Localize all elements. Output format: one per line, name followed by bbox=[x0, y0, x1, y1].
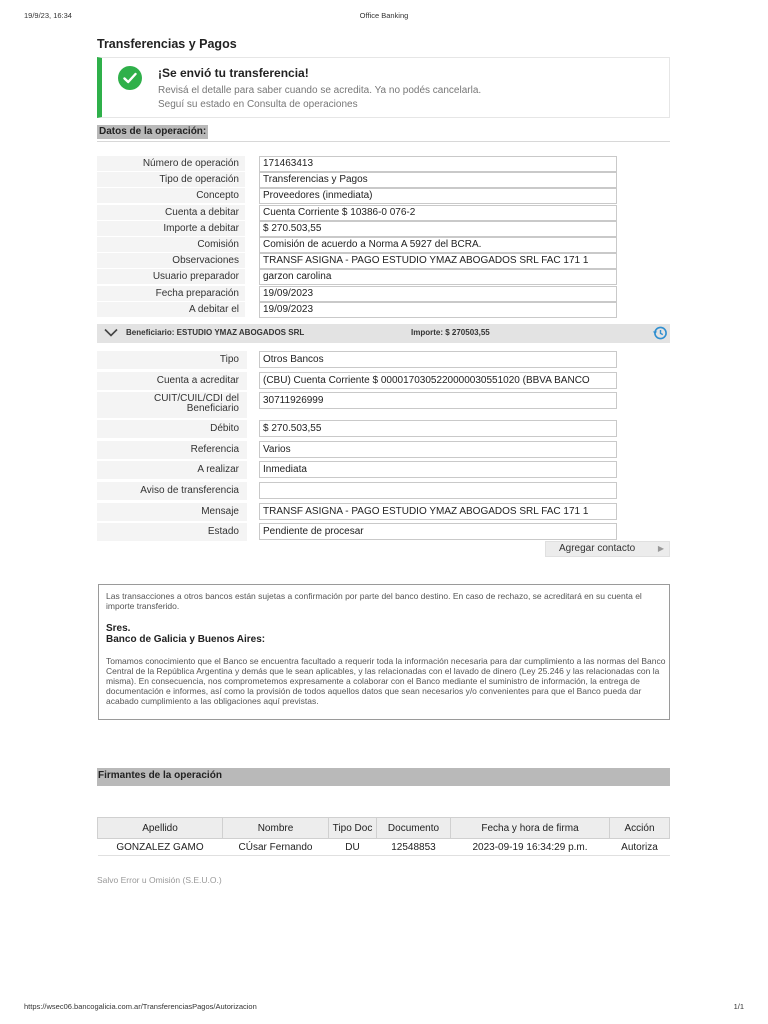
table-row bbox=[98, 839, 670, 856]
alert-title: ¡Se envió tu transferencia! bbox=[158, 66, 309, 80]
field-label: Tipo bbox=[97, 351, 247, 369]
field-value: Cuenta Corriente $ 10386-0 076-2 bbox=[259, 205, 617, 221]
page-title: Transferencias y Pagos bbox=[97, 37, 237, 51]
table-header-row bbox=[98, 818, 670, 839]
chevron-down-icon[interactable] bbox=[104, 328, 118, 337]
field-row-a-realizar bbox=[97, 461, 617, 479]
field-value: $ 270.503,55 bbox=[259, 420, 617, 437]
field-row-tipo bbox=[97, 351, 617, 369]
field-label: Estado bbox=[97, 523, 247, 541]
cell-tipo-doc: DU bbox=[329, 839, 377, 856]
field-row-importe-debitar bbox=[97, 221, 617, 237]
column-header: Documento bbox=[377, 818, 451, 839]
signers-table bbox=[97, 817, 670, 856]
field-value: Inmediata bbox=[259, 461, 617, 478]
field-row-cuenta-acreditar bbox=[97, 372, 617, 390]
notice-salutation: Sres. bbox=[106, 623, 131, 634]
field-label: Mensaje bbox=[97, 503, 247, 521]
field-row-observaciones bbox=[97, 253, 617, 269]
signers-section-title: Firmantes de la operación bbox=[97, 768, 670, 786]
field-label: Cuenta a acreditar bbox=[97, 372, 247, 390]
field-value: Varios bbox=[259, 441, 617, 458]
field-row-numero-operacion bbox=[97, 156, 617, 172]
field-value: Pendiente de procesar bbox=[259, 523, 617, 540]
field-label: Cuenta a debitar bbox=[97, 205, 245, 220]
field-row-concepto bbox=[97, 188, 617, 204]
field-label: Concepto bbox=[97, 188, 245, 203]
field-row-aviso bbox=[97, 482, 617, 500]
field-row-estado bbox=[97, 523, 617, 541]
field-row-cuenta-debitar bbox=[97, 205, 617, 221]
field-row-comision bbox=[97, 237, 617, 253]
arrow-right-icon: ▶ bbox=[657, 544, 664, 553]
field-label: A realizar bbox=[97, 461, 247, 479]
field-label: Aviso de transferencia bbox=[97, 482, 247, 500]
field-label-line1: CUIT/CUIL/CDI del bbox=[153, 393, 239, 405]
field-value: 171463413 bbox=[259, 156, 617, 172]
cell-nombre: CÚsar Fernando bbox=[223, 839, 329, 856]
column-header: Nombre bbox=[223, 818, 329, 839]
field-value: Comisión de acuerdo a Norma A 5927 del BCRA. bbox=[259, 237, 617, 253]
field-label-line2: Beneficiario bbox=[186, 403, 239, 415]
field-label: Observaciones bbox=[97, 253, 245, 268]
beneficiary-bar[interactable] bbox=[97, 324, 670, 343]
field-row-referencia bbox=[97, 441, 617, 459]
field-value: $ 270.503,55 bbox=[259, 221, 617, 237]
notice-paragraph: Las transacciones a otros bancos están sujetas a confirmación por parte del banco destino. En caso de rechazo, se acreditará en su cuenta el importe transferido. bbox=[106, 591, 642, 611]
field-row-cuit bbox=[97, 392, 617, 418]
field-row-fecha-preparacion bbox=[97, 286, 617, 302]
field-value: garzon carolina bbox=[259, 269, 617, 285]
alert-status-hint: Seguí su estado en Consulta de operaciones bbox=[158, 99, 358, 110]
alert-detail: Revisá el detalle para saber cuando se acredita. Ya no podés cancelarla. bbox=[158, 85, 482, 96]
beneficiary-amount: Importe: $ 270503,55 bbox=[411, 328, 490, 337]
field-row-tipo-operacion bbox=[97, 172, 617, 188]
field-row-usuario-preparador bbox=[97, 269, 617, 285]
history-icon[interactable] bbox=[652, 325, 668, 341]
field-label: A debitar el bbox=[97, 302, 245, 317]
field-label: Importe a debitar bbox=[97, 221, 245, 236]
column-header: Apellido bbox=[98, 818, 223, 839]
field-value: Otros Bancos bbox=[259, 351, 617, 368]
print-url: https://wsec06.bancogalicia.com.ar/TransferenciasPagos/Autorizacion bbox=[24, 1002, 257, 1011]
field-row-a-debitar-el bbox=[97, 302, 617, 318]
success-alert bbox=[97, 57, 670, 118]
field-value: (CBU) Cuenta Corriente $ 0000170305220000030551020 (BBVA BANCO bbox=[259, 372, 617, 389]
field-label: Fecha preparación bbox=[97, 286, 245, 301]
cell-fecha-firma: 2023-09-19 16:34:29 p.m. bbox=[451, 839, 610, 856]
field-label: Número de operación bbox=[97, 156, 245, 171]
page-number: 1/1 bbox=[733, 1002, 744, 1011]
field-value: 19/09/2023 bbox=[259, 302, 617, 318]
field-label bbox=[97, 392, 247, 418]
field-value bbox=[259, 482, 617, 499]
field-row-mensaje bbox=[97, 503, 617, 521]
print-title: Office Banking bbox=[359, 11, 409, 20]
field-value: Transferencias y Pagos bbox=[259, 172, 617, 188]
operation-section-title: Datos de la operación: bbox=[99, 126, 207, 137]
print-footer bbox=[24, 1002, 744, 1012]
divider bbox=[97, 141, 670, 142]
legal-notice bbox=[98, 584, 670, 720]
column-header: Tipo Doc bbox=[329, 818, 377, 839]
field-value: TRANSF ASIGNA - PAGO ESTUDIO YMAZ ABOGADOS SRL FAC 171 1 bbox=[259, 253, 617, 269]
cell-apellido: GONZALEZ GAMO bbox=[98, 839, 223, 856]
field-label: Débito bbox=[97, 420, 247, 438]
cell-documento: 12548853 bbox=[377, 839, 451, 856]
column-header: Fecha y hora de firma bbox=[451, 818, 610, 839]
notice-paragraph: Tomamos conocimiento que el Banco se encuentra facultado a requerir toda la información necesaria para dar cumplimiento a las normas del Banco Central de la República Argentina y demás que le sean aplicables, y las relacionadas con el lavado de dinero (Ley 25.246 y las relacionadas con la misma). En consecuencia, nos comprometemos expresamente a colaborar con el Banco mediante el suministro de información, la entrega de documentación e informes, así como la provisión de todos aquellos datos que sean necesarios y/o convenientes para que el Banco pueda dar acabado cumplimiento a las obligaciones aquí previstas. bbox=[106, 656, 666, 706]
print-header bbox=[24, 11, 744, 21]
field-label: Comisión bbox=[97, 237, 245, 252]
field-value: Proveedores (inmediata) bbox=[259, 188, 617, 204]
check-circle-icon bbox=[118, 66, 142, 90]
add-contact-button[interactable] bbox=[545, 541, 670, 557]
print-date: 19/9/23, 16:34 bbox=[24, 11, 72, 20]
field-label: Referencia bbox=[97, 441, 247, 459]
beneficiary-name: Beneficiario: ESTUDIO YMAZ ABOGADOS SRL bbox=[126, 328, 305, 337]
notice-bank-name: Banco de Galicia y Buenos Aires: bbox=[106, 634, 266, 645]
field-label: Tipo de operación bbox=[97, 172, 245, 187]
disclaimer: Salvo Error u Omisión (S.E.U.O.) bbox=[97, 875, 222, 885]
field-value: 30711926999 bbox=[259, 392, 617, 409]
add-contact-label: Agregar contacto bbox=[559, 543, 636, 554]
field-label: Usuario preparador bbox=[97, 269, 245, 284]
field-value: TRANSF ASIGNA - PAGO ESTUDIO YMAZ ABOGADOS SRL FAC 171 1 bbox=[259, 503, 617, 520]
cell-accion: Autoriza bbox=[610, 839, 670, 856]
column-header: Acción bbox=[610, 818, 670, 839]
field-row-debito bbox=[97, 420, 617, 438]
field-value: 19/09/2023 bbox=[259, 286, 617, 302]
